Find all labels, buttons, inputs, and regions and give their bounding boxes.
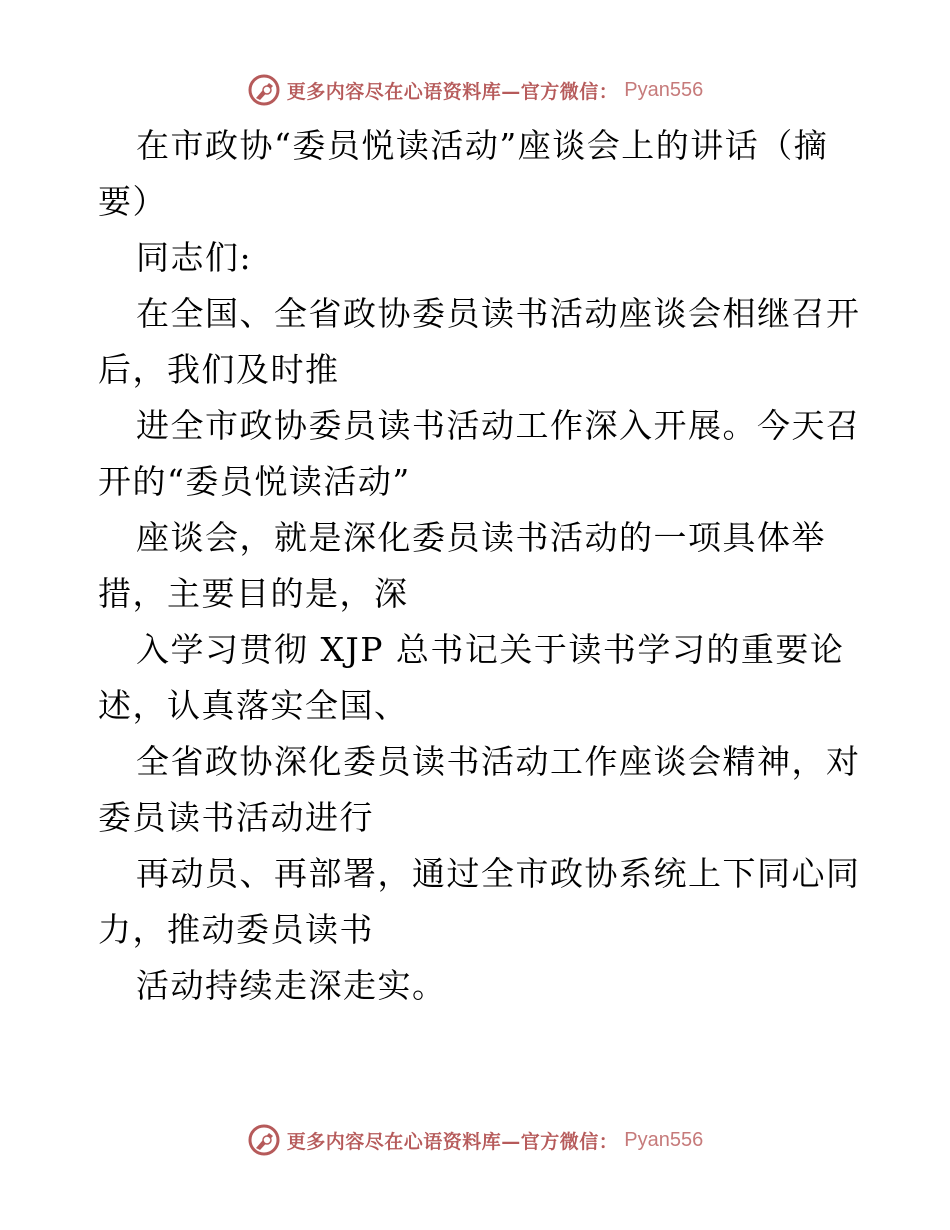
paragraph-line: 述，认真落实全国、 — [98, 686, 409, 725]
paragraph-line: 进全市政协委员读书活动工作深入开展。今天召 — [136, 406, 861, 445]
paragraph-line: 活动持续走深走实。 — [136, 966, 447, 1005]
paragraph-line: 后，我们及时推 — [98, 350, 340, 389]
paragraph-line: 委员读书活动进行 — [98, 798, 374, 837]
watermark-text: 更多内容尽在心语资料库—官方微信： — [286, 1130, 619, 1153]
paragraph-line: 座谈会，就是深化委员读书活动的一项具体举 — [136, 518, 826, 557]
header-watermark — [0, 70, 950, 110]
document-body — [98, 118, 861, 1014]
paragraph-line: 开的“委员悦读活动” — [98, 462, 411, 501]
paragraph-line: 力，推动委员读书 — [98, 910, 374, 949]
pen-logo-icon — [247, 1123, 281, 1157]
watermark-wechat-id: Pyan556 — [624, 78, 704, 101]
watermark-text: 更多内容尽在心语资料库—官方微信： — [286, 80, 619, 103]
paragraph-line: 入学习贯彻 XJP 总书记关于读书学习的重要论 — [136, 630, 845, 669]
paragraph-line: 措，主要目的是，深 — [98, 574, 409, 613]
title-line-2: 要） — [98, 182, 167, 221]
pen-logo-icon — [247, 73, 281, 107]
paragraph-line: 再动员、再部署，通过全市政协系统上下同心同 — [136, 854, 861, 893]
title-line-1: 在市政协“委员悦读活动”座谈会上的讲话（摘 — [136, 126, 829, 165]
footer-watermark — [0, 1120, 950, 1160]
salutation: 同志们: — [136, 238, 253, 277]
paragraph-line: 全省政协深化委员读书活动工作座谈会精神，对 — [136, 742, 861, 781]
paragraph-line: 在全国、全省政协委员读书活动座谈会相继召开 — [136, 294, 861, 333]
watermark-wechat-id: Pyan556 — [624, 1128, 704, 1151]
